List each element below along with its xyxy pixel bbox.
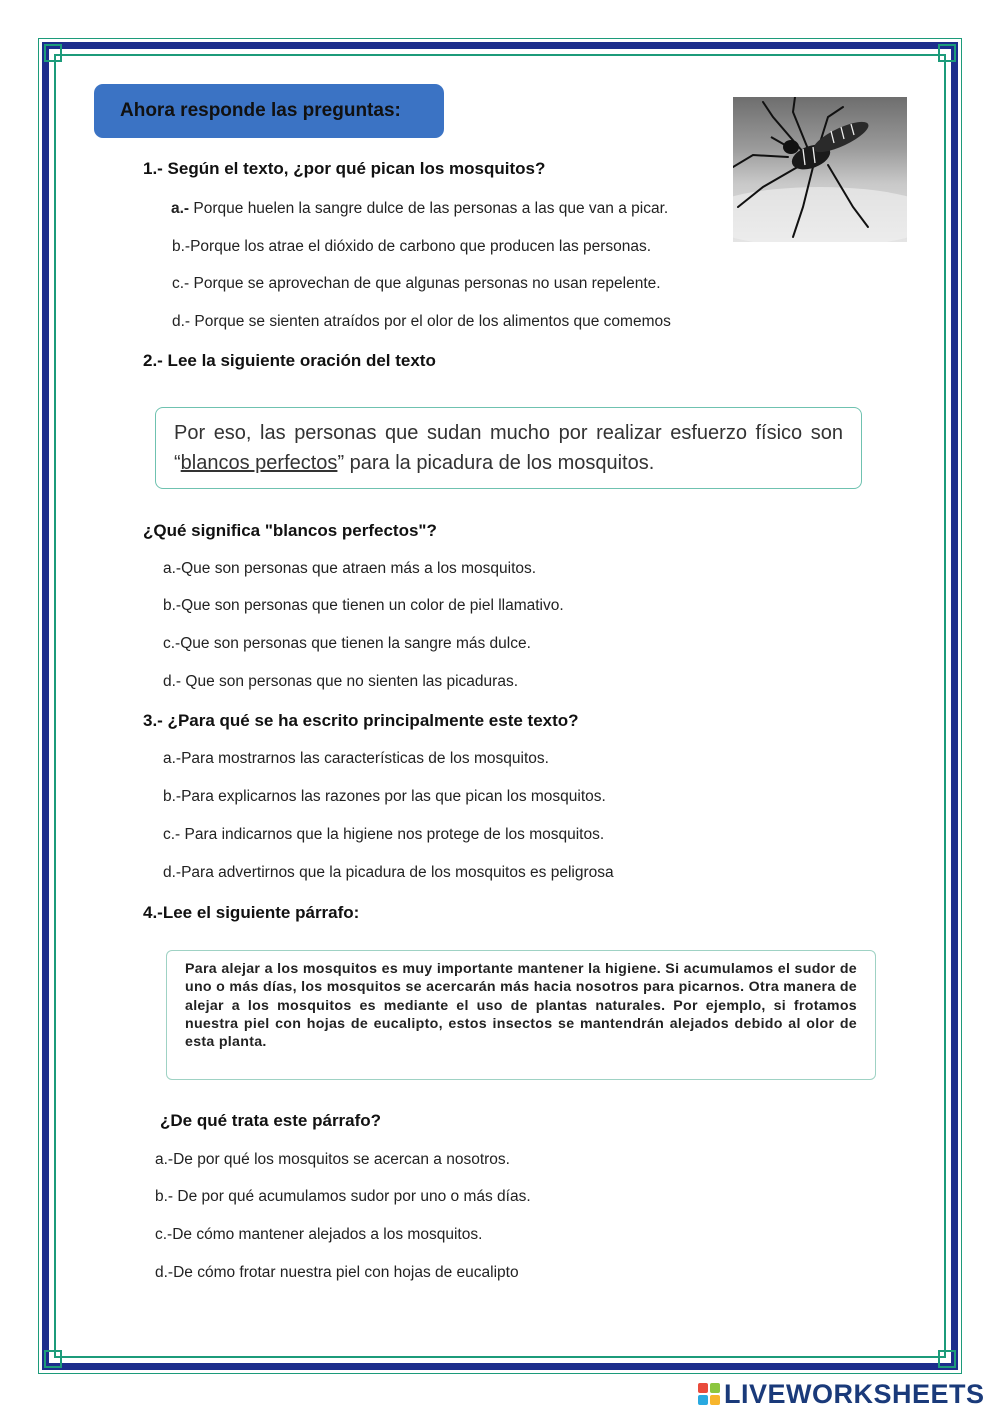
- corner-ornament: [44, 1350, 62, 1368]
- question-1-title: 1.- Según el texto, ¿por qué pican los mosquitos?: [143, 159, 546, 178]
- question-4-option-b[interactable]: b.- De por qué acumulamos sudor por uno o más días.: [155, 1188, 531, 1205]
- corner-ornament: [938, 1350, 956, 1368]
- question-4-title: 4.-Lee el siguiente párrafo:: [143, 903, 360, 922]
- option-text: Porque huelen la sangre dulce de las personas a las que van a picar.: [189, 200, 669, 217]
- option-letter: a.-: [171, 200, 190, 217]
- corner-ornament: [938, 44, 956, 62]
- question-2-option-d[interactable]: d.- Que son personas que no sienten las picaduras.: [163, 673, 519, 690]
- question-2-title: 2.- Lee la siguiente oración del texto: [143, 351, 436, 370]
- question-3-title: 3.- ¿Para qué se ha escrito principalmente este texto?: [143, 711, 579, 730]
- paragraph-box: [166, 950, 876, 1080]
- question-3-option-d[interactable]: d.-Para advertirnos que la picadura de los mosquitos es peligrosa: [163, 864, 614, 881]
- question-1-option-c[interactable]: c.- Porque se aprovechan de que algunas personas no usan repelente.: [172, 275, 661, 292]
- question-1-option-d[interactable]: d.- Porque se sienten atraídos por el olor de los alimentos que comemos: [172, 313, 671, 330]
- question-1-option-a[interactable]: [171, 200, 668, 218]
- question-3-option-b[interactable]: b.-Para explicarnos las razones por las que pican los mosquitos.: [163, 788, 606, 805]
- question-3-option-a[interactable]: a.-Para mostrarnos las características de los mosquitos.: [163, 750, 549, 767]
- question-4-option-c[interactable]: c.-De cómo mantener alejados a los mosquitos.: [155, 1226, 483, 1243]
- question-2-option-a[interactable]: a.-Que son personas que atraen más a los mosquitos.: [163, 560, 537, 577]
- mosquito-illustration: [733, 97, 907, 242]
- question-3-option-c[interactable]: c.- Para indicarnos que la higiene nos protege de los mosquitos.: [163, 826, 605, 843]
- question-2-subquestion: ¿Qué significa "blancos perfectos"?: [143, 521, 437, 540]
- question-4-subquestion: ¿De qué trata este párrafo?: [160, 1111, 382, 1130]
- quote-underlined-phrase: blancos perfectos: [180, 452, 338, 474]
- mosquito-photo: [733, 97, 907, 242]
- question-2-option-c[interactable]: c.-Que son personas que tienen la sangre más dulce.: [163, 635, 531, 652]
- quote-text-end: ” para la picadura de los mosquitos.: [337, 452, 655, 474]
- corner-ornament: [44, 44, 62, 62]
- section-header-title: Ahora responde las preguntas:: [120, 100, 401, 121]
- section-header: [94, 84, 444, 138]
- question-4-option-d[interactable]: d.-De cómo frotar nuestra piel con hojas de eucalipto: [155, 1264, 519, 1281]
- quote-box: [155, 407, 862, 489]
- question-1-option-b[interactable]: b.-Porque los atrae el dióxido de carbono que producen las personas.: [172, 238, 652, 255]
- quote-text-start: Por eso, las personas que sudan mucho por realizar esfuerzo físico son “: [174, 422, 843, 474]
- brand-logo-icon: [698, 1383, 720, 1405]
- brand-logo: [698, 1378, 985, 1410]
- paragraph-text: Para alejar a los mosquitos es muy importante mantener la higiene. Si acumulamos el sudor de uno o más días, los mosquitos se acercarán más hacia nosotros para picarnos. Otra manera de alejar a los mosquitos es mediante el uso de plantas naturales. Por ejemplo, si frotamos nuestra piel con hojas de eucalipto, estos insectos se mantendrán alejados debido al olor de esta planta.: [185, 961, 857, 1051]
- question-2-option-b[interactable]: b.-Que son personas que tienen un color de piel llamativo.: [163, 597, 564, 614]
- brand-name: LIVEWORKSHEETS: [724, 1378, 985, 1409]
- question-4-option-a[interactable]: a.-De por qué los mosquitos se acercan a nosotros.: [155, 1151, 510, 1168]
